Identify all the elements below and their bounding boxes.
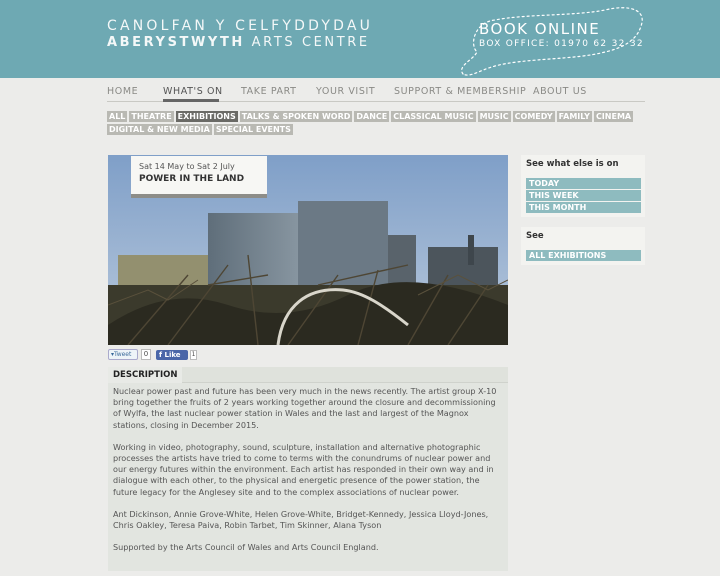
category-theatre[interactable]: THEATRE	[131, 112, 172, 121]
category-talks-spoken-word[interactable]: TALKS & SPOKEN WORD	[241, 112, 351, 121]
category-filter-nav	[107, 111, 632, 137]
category-row	[107, 111, 632, 122]
link-all-exhibitions[interactable]: ALL EXHIBITIONS	[526, 250, 641, 261]
category-digital-new-media[interactable]: DIGITAL & NEW MEDIA	[109, 125, 210, 134]
category-comedy[interactable]: COMEDY	[514, 112, 553, 121]
logo-name-rest: ARTS CENTRE	[251, 35, 370, 50]
description-paragraph: Nuclear power past and future has been very much in the news recently. The artist group X-10 bring together the fruits of 2 years working together around the closure and decommissioning of Wylfa, the last nuclear power station in Wales and the last and largest of the Magnox stations, closing in December 2015.	[113, 386, 497, 430]
nav-your-visit[interactable]: YOUR VISIT	[316, 86, 376, 97]
active-nav-underline	[163, 99, 219, 102]
category-cinema[interactable]: CINEMA	[595, 112, 632, 121]
facebook-f-icon: f	[159, 351, 165, 359]
nav-about-us[interactable]: ABOUT US	[533, 86, 587, 97]
link-today[interactable]: TODAY	[526, 178, 641, 189]
nav-whats-on[interactable]: WHAT'S ON	[163, 86, 223, 97]
site-header	[0, 0, 720, 78]
description-body	[108, 383, 508, 571]
tweet-button[interactable]	[108, 349, 138, 360]
box-office-number: BOX OFFICE: 01970 62 32 32	[479, 39, 644, 49]
description-paragraph: Working in video, photography, sound, sculpture, installation and alternative photographic processes the artists have tried to come to terms with the conundrums of nuclear power and our energy futures within the environment. Each artist has responded in their own way and in dialogue with each other, to the physical and energetic presence of the power station, the future legacy for the Anglesey site and to the complex associations of nuclear power.	[113, 441, 494, 497]
category-music[interactable]: MUSIC	[479, 112, 509, 121]
description-heading[interactable]: DESCRIPTION	[108, 367, 182, 383]
event-date: Sat 14 May to Sat 2 July	[139, 162, 235, 171]
event-caption	[131, 156, 267, 198]
category-all[interactable]: ALL	[109, 112, 126, 121]
event-title: POWER IN THE LAND	[139, 174, 245, 184]
category-classical-music[interactable]: CLASSICAL MUSIC	[393, 112, 474, 121]
tweet-count: 0	[141, 349, 151, 360]
book-online-link[interactable]: BOOK ONLINE	[479, 20, 601, 38]
logo-welsh-name[interactable]: CANOLFAN Y CELFYDDYDAU	[107, 18, 374, 34]
book-online-area[interactable]	[455, 0, 655, 78]
like-label: Like	[164, 351, 181, 359]
nav-support-membership[interactable]: SUPPORT & MEMBERSHIP	[394, 86, 527, 97]
whats-on-box	[521, 155, 645, 217]
category-family[interactable]: FAMILY	[558, 112, 590, 121]
description-tab-bar	[108, 367, 508, 383]
see-label: See	[526, 231, 544, 241]
tweet-label: Tweet	[114, 351, 132, 358]
facebook-like-button[interactable]	[156, 350, 188, 360]
like-count: 1	[191, 351, 196, 358]
description-paragraph: Supported by the Arts Council of Wales and Arts Council England.	[113, 542, 379, 553]
main-nav	[107, 84, 645, 102]
link-this-week[interactable]: THIS WEEK	[526, 190, 641, 201]
description-paragraph: Ant Dickinson, Annie Grove-White, Helen Grove-White, Bridget-Kennedy, Jessica Lloyd-Jones, Chris Oakley, Teresa Paiva, Robin Tarbet, Tim Skinner, Alana Tyson	[113, 508, 489, 531]
category-dance[interactable]: DANCE	[356, 112, 388, 121]
category-exhibitions[interactable]: EXHIBITIONS	[177, 112, 236, 121]
link-this-month[interactable]: THIS MONTH	[526, 202, 641, 213]
category-row	[107, 124, 567, 135]
nav-home[interactable]: HOME	[107, 86, 139, 97]
category-special-events[interactable]: SPECIAL EVENTS	[215, 125, 291, 134]
twitter-bird-icon: ▾	[111, 351, 115, 358]
see-box	[521, 227, 645, 265]
whats-on-label: See what else is on	[526, 159, 619, 169]
logo-english-name[interactable]	[107, 35, 370, 50]
nav-take-part[interactable]: TAKE PART	[241, 86, 297, 97]
logo-name-bold: ABERYSTWYTH	[107, 35, 245, 50]
